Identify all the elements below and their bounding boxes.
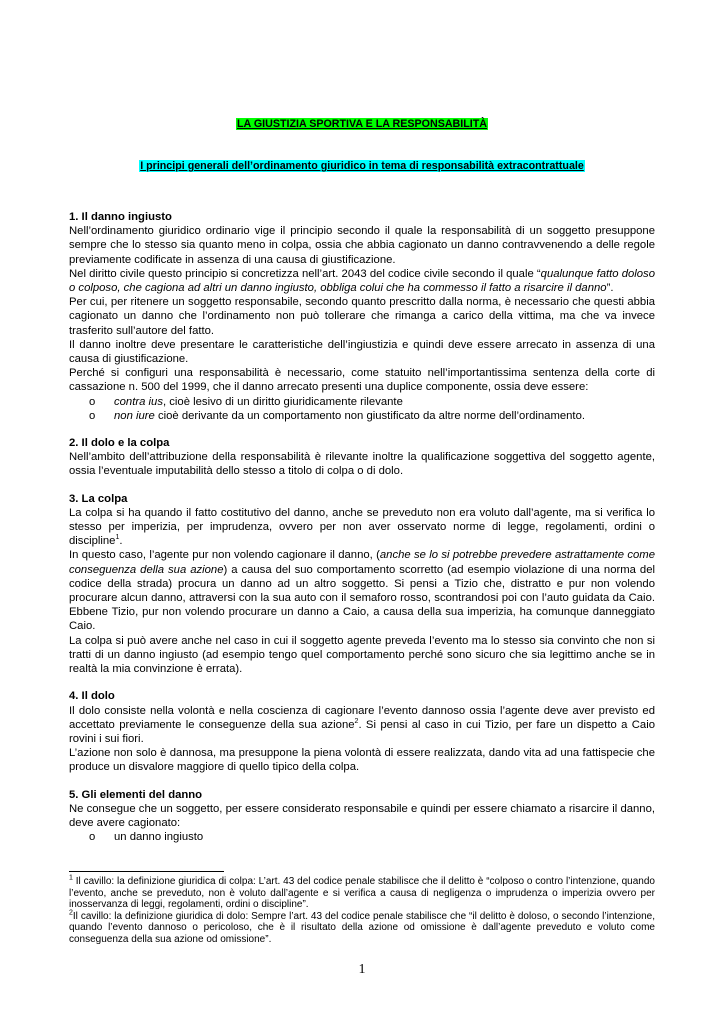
page-number: 1 bbox=[358, 962, 366, 977]
emphasis-text: anche se lo si potrebbe prevedere astrattamente come conseguenza della sua azione bbox=[69, 549, 656, 576]
bullet-list bbox=[69, 395, 655, 423]
footnote-text: Il cavillo: la definizione giuridica di dolo: Sempre l’art. 43 del codice penale stabilisce che “il delitto è doloso, o secondo l’intenzione, quando l’evento dannoso o pericoloso, che è il risultato della azione od omissione è dall’agente preveduto e voluto come conseguenza della sua azione od omissione”. bbox=[69, 910, 655, 945]
title-block bbox=[69, 114, 655, 132]
document-subtitle: I principi generali dell’ordinamento giuridico in tema di responsabilità extracontrattuale bbox=[140, 160, 584, 172]
paragraph bbox=[69, 548, 655, 633]
text-span: un danno ingiusto bbox=[114, 831, 204, 844]
section-heading: 4. Il dolo bbox=[69, 690, 115, 703]
paragraph: Per cui, per ritenere un soggetto responsabile, secondo quanto prescritto dalla norma, è necessario che questi abbia cagionato un danno che l’ordinamento non può tollerare che rimanga a carico della vittima, ma che va invece trasferito sull’autore del fatto. bbox=[69, 296, 655, 337]
text-span: Il dolo consiste nella volontà e nella coscienza di cagionare l’evento dannoso ossia l’agente deve aver previsto ed accettato previamente le conseguenze della sua azione bbox=[69, 704, 655, 731]
paragraph: Nell’ordinamento giuridico ordinario vige il principio secondo il quale la responsabilità di un soggetto presuppone sempre che lo stesso sia quanto meno in colpa, ossia che abbia cagionato un danno contravvenendo a delle regole previamente codificate in assenza di una causa di giustificazione. bbox=[69, 225, 655, 266]
section-heading: 2. Il dolo e la colpa bbox=[69, 437, 170, 450]
bullet-marker: o bbox=[89, 395, 96, 408]
footnote bbox=[69, 876, 655, 911]
footnote-ref[interactable]: 1 bbox=[115, 534, 120, 542]
footnote-number: 1 bbox=[69, 874, 73, 882]
text-span: . Si pensi al caso in cui Tizio, per fare un dispetto a Caio rovini i sui fiori. bbox=[69, 718, 655, 745]
bullet-list bbox=[69, 830, 655, 844]
text-span: In questo caso, l’agente pur non volendo cagionare il danno, ( bbox=[69, 549, 380, 562]
section-heading: 5. Gli elementi del danno bbox=[69, 788, 203, 801]
section-heading: 3. La colpa bbox=[69, 492, 128, 505]
text-span: . bbox=[119, 535, 123, 548]
document-body bbox=[69, 210, 655, 844]
list-item bbox=[69, 395, 655, 409]
text-span: , cioè lesivo di un diritto giuridicamente rilevante bbox=[162, 395, 403, 408]
footnote-text: Il cavillo: la definizione giuridica di colpa: L’art. 43 del codice penale stabilisce che il delitto è “colposo o contro l’intenzione, quando l’evento, anche se preveduto, non è voluto dall’agente e si verifica a causa di negligenza o imprudenza o imperizia ovvero per inosservanza di leggi, regolamenti, ordini o discipline”. bbox=[69, 876, 655, 910]
section-dolo bbox=[69, 689, 655, 774]
emphasis-text: contra ius bbox=[114, 395, 163, 408]
list-item bbox=[69, 830, 655, 844]
text-span: Nel diritto civile questo principio si concretizza nell’art. 2043 del codice civile secondo il quale “ bbox=[69, 267, 541, 280]
text-span: ”. bbox=[606, 282, 614, 295]
paragraph: Ne consegue che un soggetto, per essere considerato responsabile e quindi per essere chiamato a risarcire il danno, deve avere cagionato: bbox=[69, 802, 655, 829]
paragraph: L’azione non solo è dannosa, ma presuppone la piena volontà di essere realizzata, dando vita ad una fattispecie che produce un disvalore maggiore di quello tipico della colpa. bbox=[69, 747, 655, 774]
subtitle-block bbox=[69, 156, 655, 174]
section-elementi-danno bbox=[69, 788, 655, 845]
text-span: cioè derivante da un comportamento non giustificato da altre norme dell’ordinamento. bbox=[154, 409, 585, 422]
section-danno-ingiusto bbox=[69, 210, 655, 423]
footnotes bbox=[69, 876, 655, 945]
section-heading: 1. Il danno ingiusto bbox=[69, 211, 172, 223]
section-colpa bbox=[69, 492, 655, 677]
quote-text: qualunque fatto doloso o colposo, che cagiona ad altri un danno ingiusto, obbliga colui che ha commesso il fatto a risarcire il danno bbox=[69, 267, 655, 295]
bullet-marker: o bbox=[89, 831, 96, 844]
paragraph: Il danno inoltre deve presentare le caratteristiche dell’ingiustizia e quindi deve essere arrecato in assenza di una causa di giustificazione. bbox=[69, 338, 655, 366]
footnote-number: 2 bbox=[69, 909, 73, 917]
list-item bbox=[69, 409, 655, 423]
text-span: La colpa si ha quando il fatto costitutivo del danno, anche se preveduto non era voluto dall’agente, ma si verifica lo stesso per imperizia, per imprudenza, ovvero per non aver osservato norme di legge, regolamenti, ordini o discipline bbox=[69, 506, 655, 548]
paragraph: La colpa si può avere anche nel caso in cui il soggetto agente preveda l’evento ma lo stesso sia convinto che non si tratti di un danno ingiusto (ad esempio tengo quel comportamento perché sono sicuro che sia legittimo anche se in realtà la mia convinzione è errata). bbox=[69, 634, 655, 676]
footnote-ref[interactable]: 2 bbox=[354, 717, 359, 725]
paragraph: Perché si configuri una responsabilità è necessario, come statuito nell’importantissima sentenza della corte di cassazione n. 500 del 1999, che il danno arrecato presenti una duplice componente, ossia deve essere: bbox=[69, 367, 655, 394]
paragraph bbox=[69, 704, 655, 747]
section-dolo-e-colpa bbox=[69, 436, 655, 479]
paragraph bbox=[69, 267, 655, 295]
footnote bbox=[69, 911, 655, 946]
document-title: LA GIUSTIZIA SPORTIVA E LA RESPONSABILITÀ bbox=[237, 118, 487, 130]
paragraph bbox=[69, 506, 655, 549]
paragraph: Nell’ambito dell’attribuzione della responsabilità è rilevante inoltre la qualificazione soggettiva del soggetto agente, ossia l’eventuale imputabilità dello stesso a titolo di colpa o di dolo. bbox=[69, 451, 655, 478]
text-span: ) a causa del suo comportamento scorretto (ad esempio violazione di una norma del codice della strada) procura un danno ad un altro soggetto. Si pensi a Tizio che, distratto e pur non volendo procurare alcun danno, attraversi con la sua auto con il semaforo rosso, scontrandosi poi con l’auto guidata da Caio. Ebbene Tizio, pur non volendo procurare un danno a Caio, a causa della sua imperizia, ha comunque danneggiato Caio. bbox=[69, 563, 655, 633]
bullet-marker: o bbox=[89, 409, 96, 422]
footnote-separator bbox=[69, 871, 224, 872]
emphasis-text: non iure bbox=[114, 409, 155, 422]
